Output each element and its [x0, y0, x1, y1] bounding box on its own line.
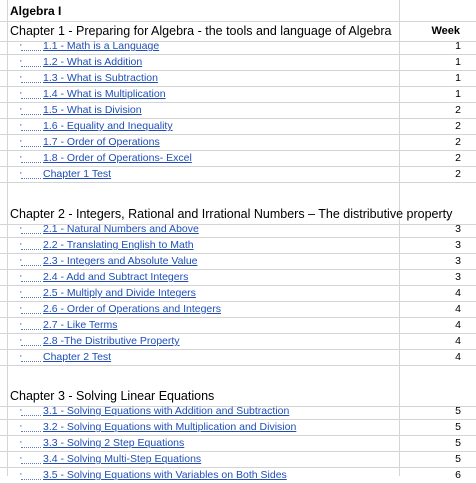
- lesson-link[interactable]: 2.1 - Natural Numbers and Above: [43, 223, 199, 235]
- bullet-icon: ·: [19, 55, 23, 67]
- week-number: 4: [455, 351, 461, 363]
- lesson-link[interactable]: 3.4 - Solving Multi-Step Equations: [43, 453, 202, 465]
- lesson-link[interactable]: 1.1 - Math is a Language: [43, 40, 160, 52]
- chapter-heading: Chapter 3 - Solving Linear Equations: [10, 389, 215, 403]
- week-column-header: Week: [431, 25, 460, 37]
- lesson-row: [0, 302, 476, 318]
- leader-line: [21, 130, 41, 131]
- week-number: 2: [455, 104, 461, 116]
- week-number: 2: [455, 152, 461, 164]
- bullet-icon: ·: [19, 222, 23, 234]
- leader-line: [21, 98, 41, 99]
- lesson-link[interactable]: 1.3 - What is Subtraction: [43, 72, 158, 84]
- bullet-icon: ·: [19, 39, 23, 51]
- lesson-link[interactable]: 1.7 - Order of Operations: [43, 136, 160, 148]
- bullet-icon: ·: [19, 452, 23, 464]
- leader-line: [21, 463, 41, 464]
- bullet-icon: ·: [19, 119, 23, 131]
- leader-line: [21, 162, 41, 163]
- lesson-row: [0, 151, 476, 167]
- lesson-row: [0, 420, 476, 436]
- bullet-icon: ·: [19, 302, 23, 314]
- lesson-row: [0, 39, 476, 55]
- week-number: 2: [455, 120, 461, 132]
- leader-line: [21, 281, 41, 282]
- bullet-icon: ·: [19, 318, 23, 330]
- leader-line: [21, 233, 41, 234]
- week-number: 4: [455, 303, 461, 315]
- week-number: 1: [455, 72, 461, 84]
- lesson-row: [0, 436, 476, 452]
- leader-line: [21, 66, 41, 67]
- lesson-row: [0, 55, 476, 71]
- bullet-icon: ·: [19, 404, 23, 416]
- bullet-icon: ·: [19, 286, 23, 298]
- lesson-link[interactable]: Chapter 1 Test: [43, 168, 112, 180]
- week-number: 5: [455, 405, 461, 417]
- bullet-icon: ·: [19, 254, 23, 266]
- leader-line: [21, 114, 41, 115]
- lesson-row: [0, 318, 476, 334]
- week-number: 3: [455, 223, 461, 235]
- leader-line: [21, 249, 41, 250]
- lesson-link[interactable]: 2.2 - Translating English to Math: [43, 239, 194, 251]
- bullet-icon: ·: [19, 350, 23, 362]
- leader-line: [21, 479, 41, 480]
- bullet-icon: ·: [19, 167, 23, 179]
- week-number: 4: [455, 335, 461, 347]
- lesson-row: [0, 87, 476, 103]
- week-number: 5: [455, 421, 461, 433]
- lesson-link[interactable]: 2.4 - Add and Subtract Integers: [43, 271, 189, 283]
- lesson-row: [0, 71, 476, 87]
- lesson-link[interactable]: 1.6 - Equality and Inequality: [43, 120, 173, 132]
- leader-line: [21, 297, 41, 298]
- lesson-link[interactable]: 1.4 - What is Multiplication: [43, 88, 166, 100]
- lesson-link[interactable]: 2.3 - Integers and Absolute Value: [43, 255, 198, 267]
- leader-line: [21, 415, 41, 416]
- bullet-icon: ·: [19, 436, 23, 448]
- bullet-icon: ·: [19, 334, 23, 346]
- week-number: 2: [455, 136, 461, 148]
- week-number: 3: [455, 271, 461, 283]
- leader-line: [21, 50, 41, 51]
- week-number: 4: [455, 319, 461, 331]
- lesson-row: [0, 103, 476, 119]
- leader-line: [21, 329, 41, 330]
- bullet-icon: ·: [19, 468, 23, 480]
- week-number: 1: [455, 56, 461, 68]
- week-number: 5: [455, 453, 461, 465]
- week-number: 5: [455, 437, 461, 449]
- leader-line: [21, 361, 41, 362]
- week-number: 4: [455, 287, 461, 299]
- lesson-row: [0, 222, 476, 238]
- lesson-link[interactable]: 2.6 - Order of Operations and Integers: [43, 303, 222, 315]
- sheet-title: Algebra I: [10, 4, 62, 18]
- chapter-heading: Chapter 1 - Preparing for Algebra - the tools and language of Algebra: [10, 24, 392, 38]
- leader-line: [21, 265, 41, 266]
- week-number: 6: [455, 469, 461, 481]
- lesson-link[interactable]: 1.2 - What is Addition: [43, 56, 143, 68]
- leader-line: [21, 146, 41, 147]
- leader-line: [21, 82, 41, 83]
- lesson-row: [0, 334, 476, 350]
- bullet-icon: ·: [19, 238, 23, 250]
- lesson-link[interactable]: 2.5 - Multiply and Divide Integers: [43, 287, 196, 299]
- bullet-icon: ·: [19, 270, 23, 282]
- leader-line: [21, 178, 41, 179]
- lesson-link[interactable]: 3.2 - Solving Equations with Multiplication and Division: [43, 421, 297, 433]
- week-number: 3: [455, 239, 461, 251]
- leader-line: [21, 431, 41, 432]
- chapter-heading: Chapter 2 - Integers, Rational and Irrational Numbers – The distributive property: [10, 207, 453, 221]
- lesson-link[interactable]: 2.8 -The Distributive Property: [43, 335, 180, 347]
- lesson-link[interactable]: 1.8 - Order of Operations- Excel: [43, 152, 192, 164]
- leader-line: [21, 313, 41, 314]
- lesson-row: [0, 119, 476, 135]
- bullet-icon: ·: [19, 420, 23, 432]
- lesson-link[interactable]: 3.1 - Solving Equations with Addition and Subtraction: [43, 405, 290, 417]
- lesson-row: [0, 254, 476, 270]
- lesson-link[interactable]: 1.5 - What is Division: [43, 104, 142, 116]
- lesson-row: [0, 468, 476, 484]
- bullet-icon: ·: [19, 103, 23, 115]
- lesson-row: [0, 286, 476, 302]
- title-row: [0, 2, 476, 22]
- lesson-link[interactable]: Chapter 2 Test: [43, 351, 112, 363]
- week-number: 2: [455, 168, 461, 180]
- bullet-icon: ·: [19, 151, 23, 163]
- lesson-row: [0, 238, 476, 254]
- bullet-icon: ·: [19, 135, 23, 147]
- week-number: 3: [455, 255, 461, 267]
- lesson-row: [0, 350, 476, 366]
- lesson-link[interactable]: 3.3 - Solving 2 Step Equations: [43, 437, 185, 449]
- leader-line: [21, 345, 41, 346]
- lesson-row: [0, 404, 476, 420]
- lesson-row: [0, 135, 476, 151]
- lesson-row: [0, 452, 476, 468]
- bullet-icon: ·: [19, 71, 23, 83]
- week-number: 1: [455, 40, 461, 52]
- leader-line: [21, 447, 41, 448]
- week-number: 1: [455, 88, 461, 100]
- lesson-link[interactable]: 3.5 - Solving Equations with Variables on Both Sides: [43, 469, 287, 481]
- bullet-icon: ·: [19, 87, 23, 99]
- lesson-row: [0, 270, 476, 286]
- lesson-row: [0, 167, 476, 183]
- lesson-link[interactable]: 2.7 - Like Terms: [43, 319, 118, 331]
